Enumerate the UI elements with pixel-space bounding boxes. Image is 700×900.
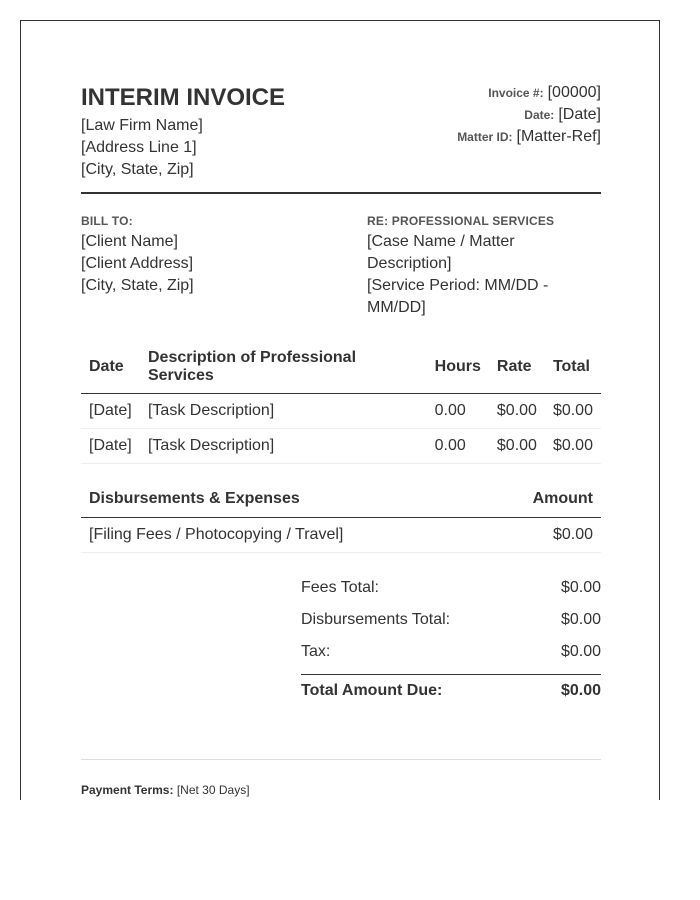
- case-name-line2: Description]: [367, 255, 452, 272]
- total-amount-due-value: $0.00: [560, 682, 601, 699]
- invoice-page: [20, 20, 660, 800]
- tax-value: $0.00: [560, 643, 601, 660]
- firm-city-state-zip: [City, State, Zip]: [81, 161, 194, 178]
- services-table: [81, 341, 601, 464]
- col-header-amount: Amount: [486, 481, 601, 518]
- invoice-date-label: Date:: [524, 108, 555, 122]
- row-rate: $0.00: [489, 394, 545, 429]
- invoice-meta: [457, 82, 601, 148]
- col-header-total: Total: [545, 341, 601, 394]
- case-name-line1: [Case Name / Matter: [367, 233, 515, 250]
- payment-terms: [81, 782, 250, 798]
- fees-total-value: $0.00: [560, 579, 601, 596]
- billing-section: [81, 213, 601, 323]
- col-header-date: Date: [81, 341, 140, 394]
- disbursements-total-row: [301, 604, 601, 636]
- header-divider: [81, 192, 601, 194]
- table-row: [81, 518, 601, 553]
- totals-block: [301, 572, 601, 707]
- invoice-date-row: [457, 104, 601, 126]
- firm-address-line: [Address Line 1]: [81, 139, 197, 156]
- invoice-header: [81, 21, 601, 193]
- row-date: [Date]: [81, 394, 140, 429]
- tax-label: Tax:: [301, 643, 331, 660]
- bill-to-label: BILL TO:: [81, 214, 133, 228]
- table-row: [81, 394, 601, 429]
- payment-terms-label: Payment Terms:: [81, 783, 174, 797]
- tax-row: [301, 636, 601, 668]
- service-period-line2: MM/DD]: [367, 299, 426, 316]
- row-date: [Date]: [81, 429, 140, 464]
- row-hours: 0.00: [427, 429, 489, 464]
- row-total: $0.00: [545, 394, 601, 429]
- re-label: RE: PROFESSIONAL SERVICES: [367, 214, 555, 228]
- row-description: [Task Description]: [140, 394, 427, 429]
- row-description: [Task Description]: [140, 429, 427, 464]
- client-address: [Client Address]: [81, 255, 194, 272]
- col-header-disbursements: Disbursements & Expenses: [81, 481, 486, 518]
- total-amount-due-label: Total Amount Due:: [301, 682, 443, 699]
- service-period-line1: [Service Period: MM/DD -: [367, 277, 549, 294]
- services-header-row: [81, 341, 601, 394]
- col-header-rate: Rate: [489, 341, 545, 394]
- disbursement-description: [Filing Fees / Photocopying / Travel]: [81, 518, 486, 553]
- invoice-number-value: [00000]: [547, 84, 601, 101]
- col-header-description-line2: Services: [147, 367, 214, 384]
- fees-total-row: [301, 572, 601, 604]
- bill-to-block: [81, 213, 341, 297]
- matter-id-row: [457, 126, 601, 148]
- col-header-hours: Hours: [427, 341, 489, 394]
- disbursement-amount: $0.00: [486, 518, 601, 553]
- fees-total-label: Fees Total:: [301, 579, 379, 596]
- client-city-state-zip: [City, State, Zip]: [81, 277, 194, 294]
- payment-terms-value: [Net 30 Days]: [176, 783, 250, 797]
- invoice-date-value: [Date]: [558, 106, 601, 123]
- invoice-title: INTERIM INVOICE: [81, 84, 286, 111]
- matter-id-label: Matter ID:: [457, 130, 513, 144]
- table-row: [81, 429, 601, 464]
- disbursements-table: [81, 481, 601, 553]
- total-amount-due-row: [301, 675, 601, 707]
- invoice-number-row: [457, 82, 601, 104]
- invoice-content: [81, 21, 601, 797]
- firm-address: [81, 115, 203, 181]
- footer-divider: [81, 759, 601, 760]
- disbursements-total-label: Disbursements Total:: [301, 611, 451, 628]
- row-hours: 0.00: [427, 394, 489, 429]
- col-header-description-line1: Description of Professional: [147, 349, 357, 366]
- matter-id-value: [Matter-Ref]: [516, 128, 601, 145]
- firm-name: [Law Firm Name]: [81, 117, 203, 134]
- disbursements-total-value: $0.00: [560, 611, 601, 628]
- row-total: $0.00: [545, 429, 601, 464]
- client-name: [Client Name]: [81, 233, 178, 250]
- disbursements-header-row: [81, 481, 601, 518]
- invoice-number-label: Invoice #:: [488, 86, 544, 100]
- re-block: [367, 213, 601, 319]
- col-header-description: [140, 341, 427, 394]
- row-rate: $0.00: [489, 429, 545, 464]
